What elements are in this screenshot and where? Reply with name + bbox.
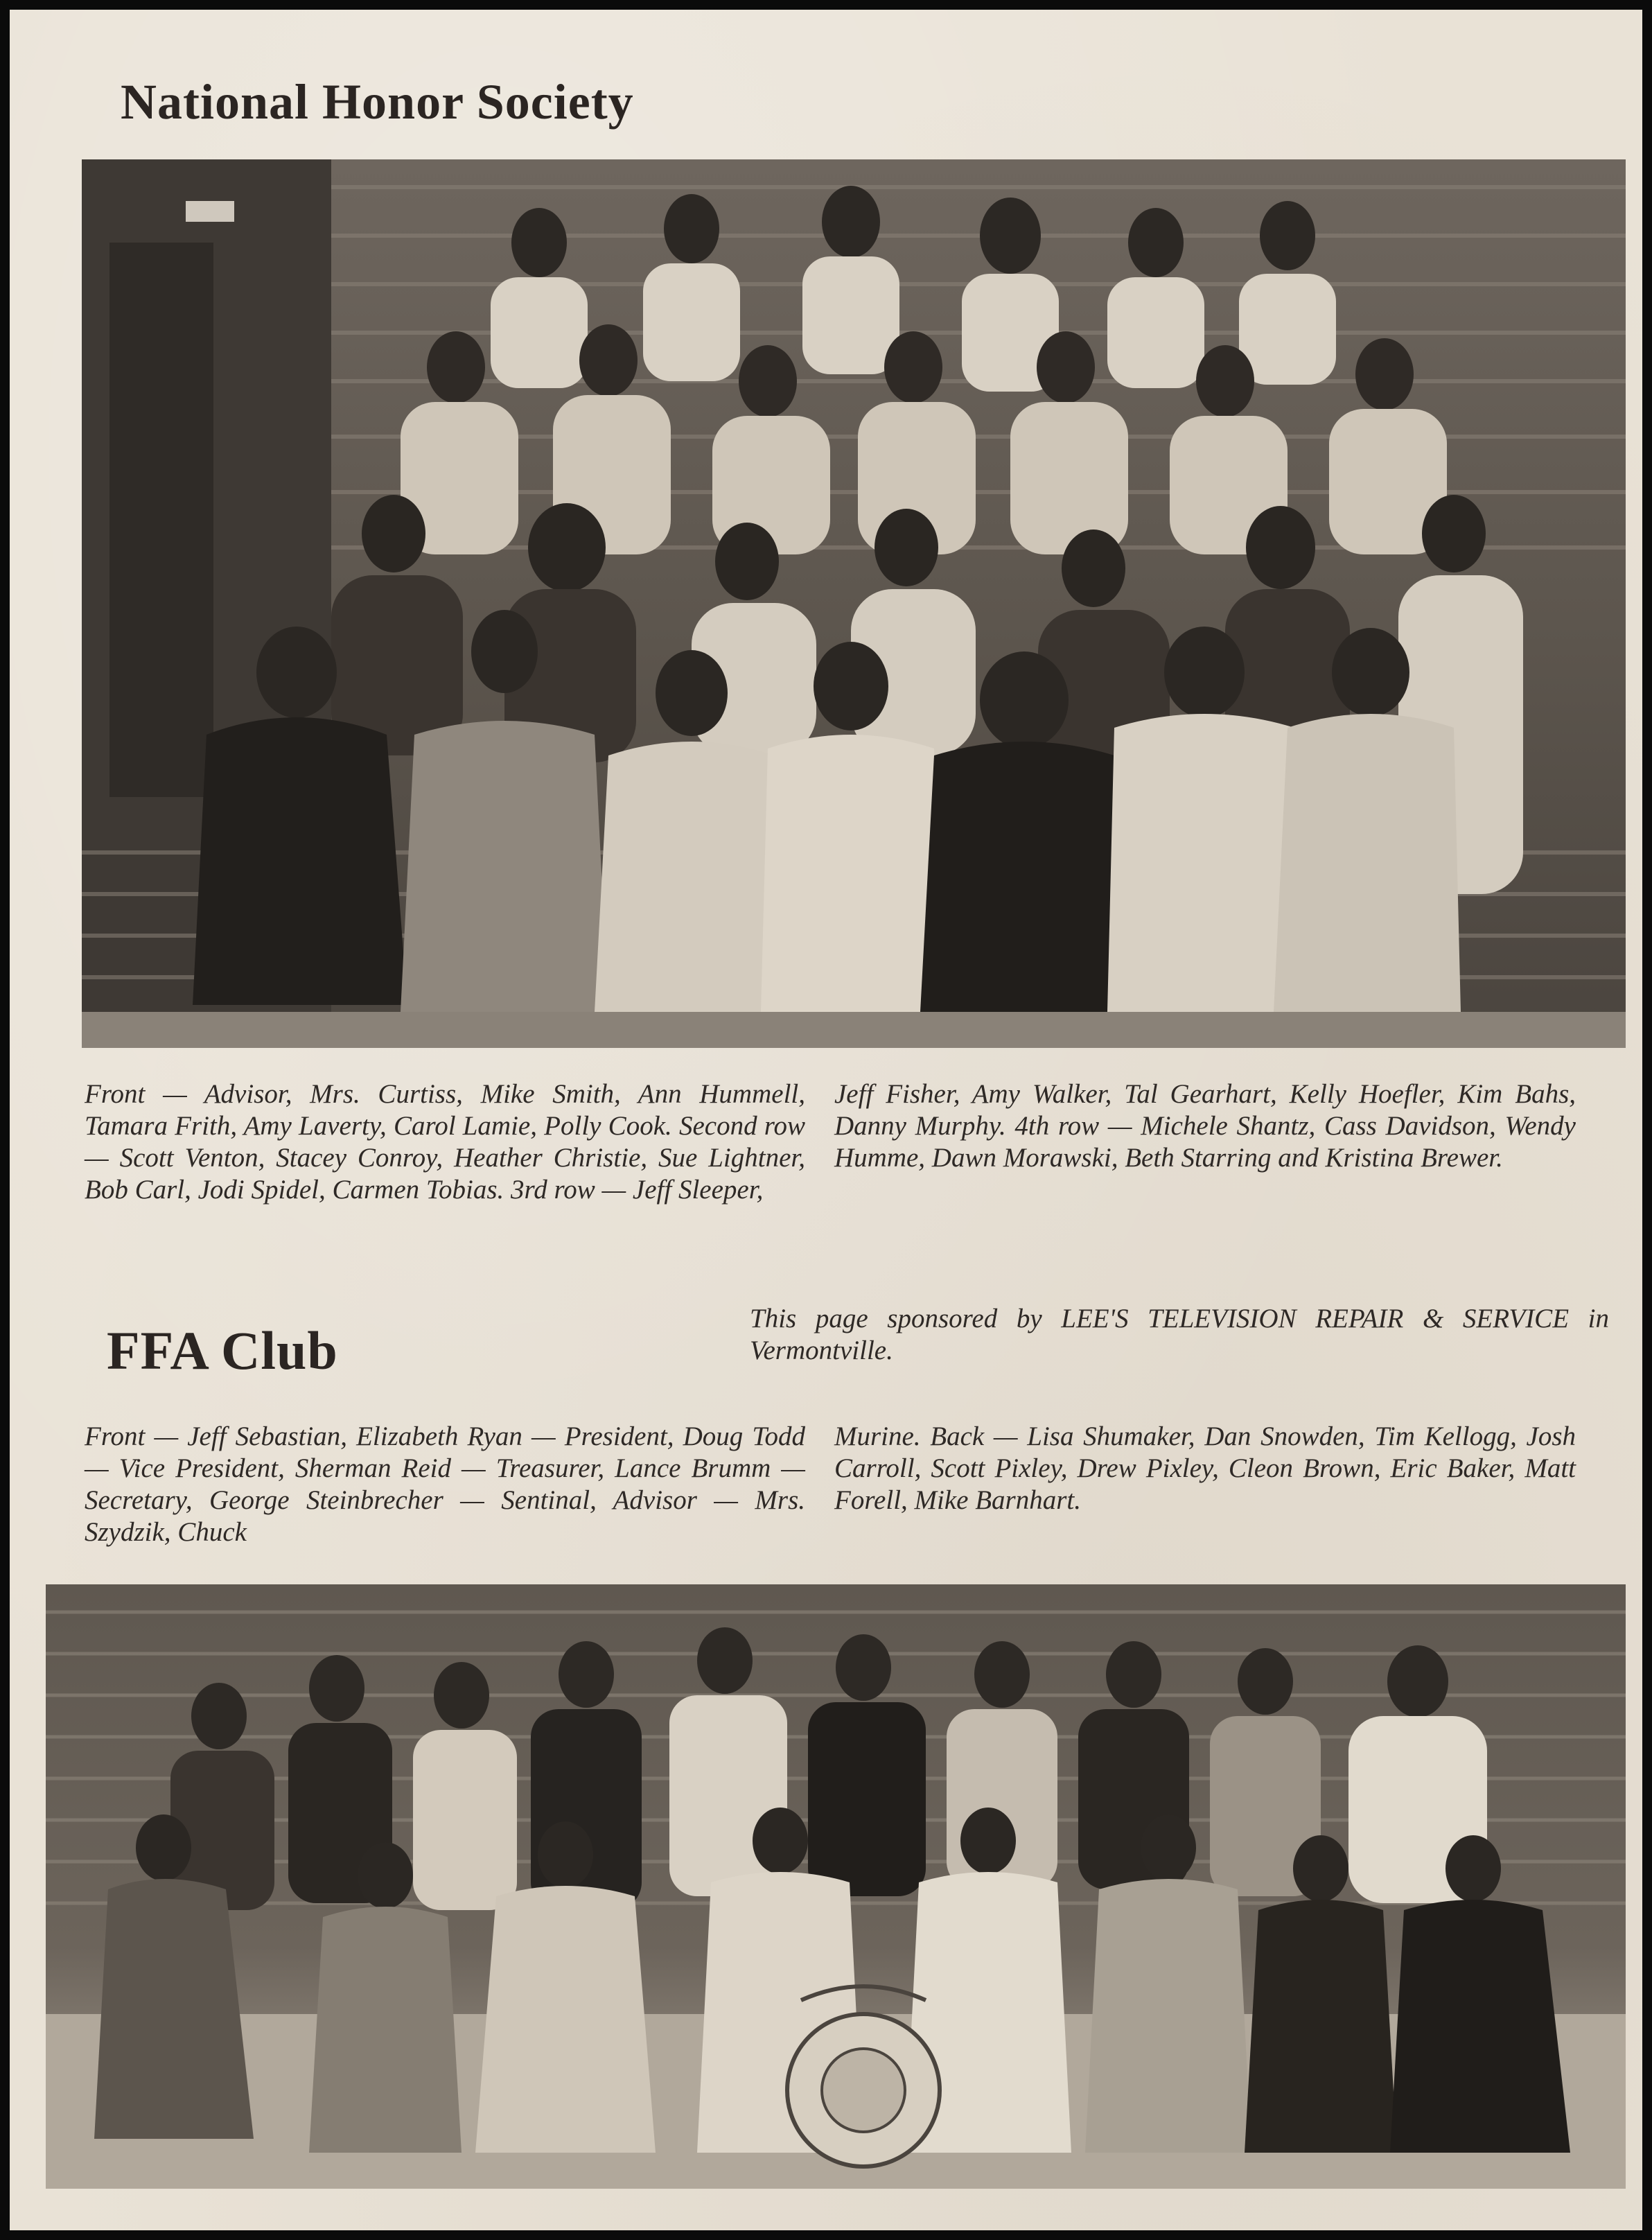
nhs-heading: National Honor Society [121,74,634,130]
nhs-caption-right: Jeff Fisher, Amy Walker, Tal Gearhart, Kelly Hoefler, Kim Bahs, Danny Murphy. 4th row — Michele Shantz, Cass Davidson, Wendy Humme, Dawn Morawski, Beth Starring and Kristina Brewer. [834,1079,1576,1173]
ffa-caption-left: Front — Jeff Sebastian, Elizabeth Ryan — President, Doug Todd — Vice President, Sherman Reid — Treasurer, Lance Brumm — Secretary, George Steinbrecher — Sentinal, Advisor — Mrs. Szydzik, Chuck [85,1421,805,1547]
sponsor-note: This page sponsored by LEE'S TELEVISION REPAIR & SERVICE in Vermontville. [750,1304,1609,1365]
ffa-heading: FFA Club [107,1320,338,1381]
ffa-photo-graphic [46,1584,1626,2189]
nhs-caption-left: Front — Advisor, Mrs. Curtiss, Mike Smith, Ann Hummell, Tamara Frith, Amy Laverty, Carol Lamie, Polly Cook. Second row — Scott Venton, Stacey Conroy, Heather Christie, Sue Lightner, Bob Carl, Jodi Spidel, Carmen Tobias. 3rd row — Jeff Sleeper, [85,1079,805,1205]
nhs-group-photo [82,159,1626,1048]
ffa-group-photo [46,1584,1626,2189]
paper-sheet [10,10,1642,2230]
nhs-photo-graphic [82,159,1626,1048]
ffa-caption-right: Murine. Back — Lisa Shumaker, Dan Snowden, Tim Kellogg, Josh Carroll, Scott Pixley, Drew Pixley, Cleon Brown, Eric Baker, Matt Forell, Mike Barnhart. [834,1421,1576,1515]
